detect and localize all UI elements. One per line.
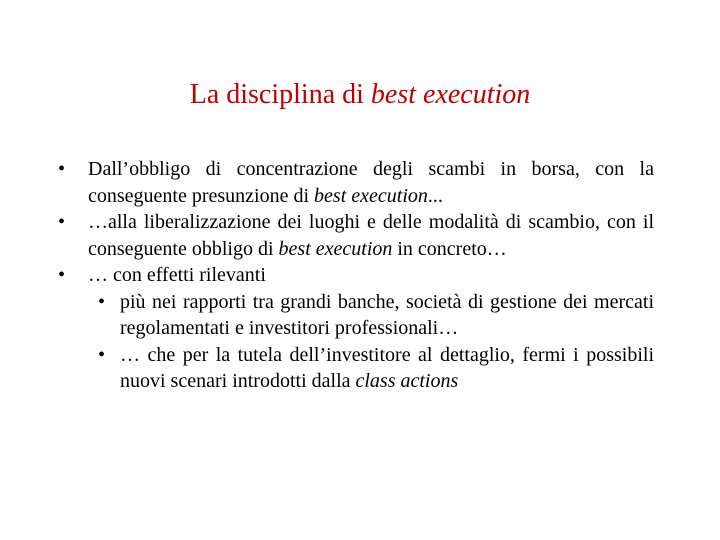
slide-title: [0, 78, 720, 112]
bullet-text: …alla liberalizzazione dei luoghi e delle modalità di scambio, con il conseguente obbligo di: [88, 211, 654, 260]
sub-bullet-italic-text: class actions: [355, 370, 459, 392]
bullet-dot: •: [58, 264, 66, 286]
sub-bullet-item: [98, 342, 654, 395]
sub-bullet-text: più nei rapporti tra grandi banche, società di gestione dei mercati regolamentati e investitori professionali…: [120, 290, 654, 339]
sub-bullet-dot: •: [98, 290, 106, 313]
slide-title-italic: best execution: [370, 79, 531, 110]
bullet-text-end: in concreto…: [392, 237, 507, 260]
bullet-dot: •: [58, 158, 66, 180]
slide-title-prefix: La disciplina di: [189, 79, 371, 110]
bullet-text-end: ...: [427, 184, 443, 207]
sub-bullet-dot: •: [98, 343, 106, 366]
bullet-item: [58, 156, 654, 209]
bullet-list: [58, 156, 654, 395]
sub-bullet-text: … che per la tutela dell’investitore al dettaglio, fermi i possibili nuovi scenari introdotti dalla: [120, 343, 654, 392]
bullet-italic-text: best execution: [314, 184, 428, 207]
bullet-text: … con effetti rilevanti: [88, 264, 266, 286]
bullet-text: Dall’obbligo di concentrazione degli scambi in borsa, con la conseguente presunzione di: [88, 158, 654, 207]
bullet-italic-text: best execution: [278, 237, 393, 260]
bullet-item: [58, 262, 654, 289]
bullet-item: [58, 209, 654, 262]
bullet-dot: •: [58, 211, 66, 233]
sub-bullet-item: [98, 289, 654, 342]
